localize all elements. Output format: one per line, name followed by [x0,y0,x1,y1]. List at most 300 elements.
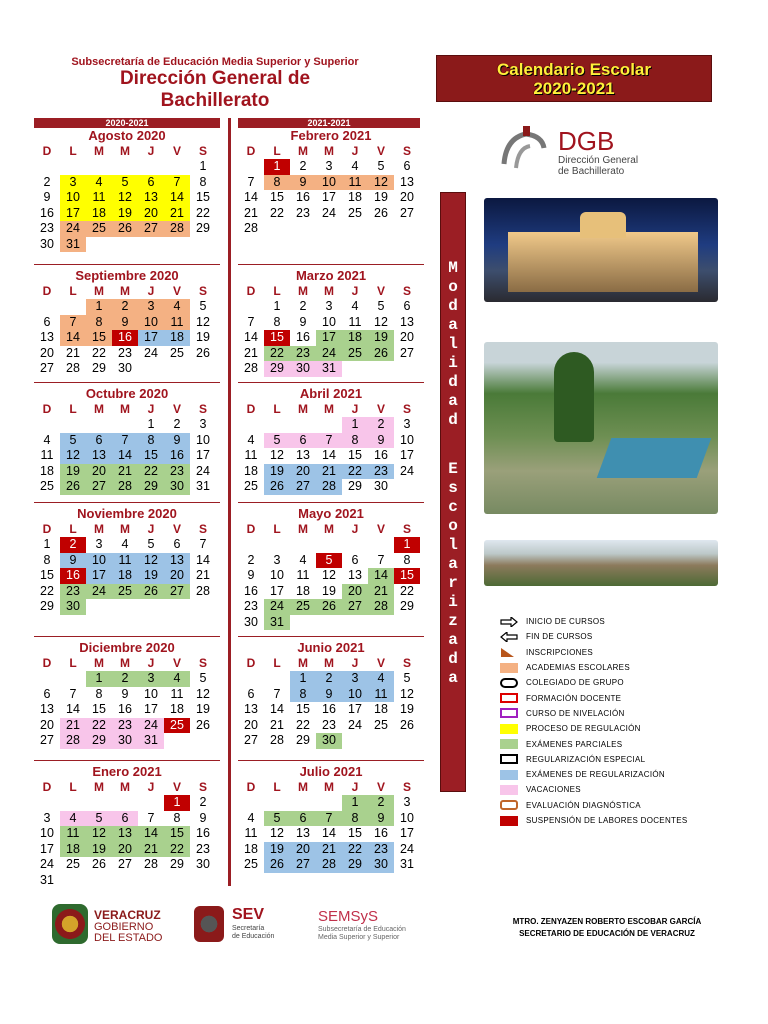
day-cell: 20 [112,842,138,858]
month-title: Febrero 2021 [290,128,372,143]
day-grid [34,159,220,252]
legend-label: REGULARIZACIÓN ESPECIAL [526,754,646,764]
day-cell: 19 [86,842,112,858]
modalidad-band [440,192,466,792]
legend-label: FIN DE CURSOS [526,632,593,642]
weekday-label: L [273,780,281,794]
day-cell: 10 [40,826,54,840]
empty-cell [342,537,368,553]
weekday-label: S [198,144,207,158]
day-cell: 26 [374,205,388,220]
day-cell: 18 [342,330,368,346]
day-cell: 2 [247,552,255,567]
day-grid [34,795,220,888]
day-cell: 27 [118,857,132,871]
day-cell: 26 [92,857,106,871]
day-cell: 21 [196,568,210,582]
day-grid [238,671,424,749]
weekday-label: L [273,284,281,298]
day-cell: 10 [86,553,112,569]
day-cell: 1 [264,159,290,175]
day-cell: 5 [60,433,86,449]
day-cell: 13 [86,448,112,464]
day-cell: 28 [112,479,138,495]
legend-swatch [500,708,518,718]
weekday-label: V [172,522,181,536]
day-cell: 28 [196,583,210,598]
band-letter: d [448,411,458,429]
day-cell: 24 [144,345,158,360]
weekday-label: L [273,144,281,158]
empty-cell [316,417,342,433]
day-cell: 20 [342,584,368,600]
subsecretaria-heading: Subsecretaría de Educación Media Superior y Superior [71,56,359,68]
weekday-header [238,144,424,159]
weekday-label: D [246,656,256,670]
day-cell: 16 [118,702,132,716]
weekday-label: M [94,144,104,158]
month-title: Diciembre 2020 [79,640,175,655]
weekday-label: L [69,522,77,536]
day-cell: 15 [270,190,284,204]
day-cell: 19 [196,330,210,344]
weekday-label: M [120,780,130,794]
day-cell: 16 [196,826,210,840]
day-cell: 19 [322,583,336,598]
weekday-label: M [324,144,334,158]
month-abr [238,386,424,495]
day-cell: 25 [170,345,184,360]
empty-cell [264,417,290,433]
weekday-label: V [376,144,385,158]
day-cell: 12 [60,448,86,464]
day-cell: 26 [196,717,210,732]
empty-cell [34,159,60,175]
day-cell: 7 [164,175,190,191]
day-cell: 7 [316,433,342,449]
day-cell: 20 [290,464,316,480]
day-cell: 1 [342,795,368,811]
band-letter: o [448,278,458,296]
legend-label: PROCESO DE REGULACIÓN [526,724,641,734]
day-cell: 21 [316,842,342,858]
calendar-title-box [436,55,712,102]
month-title: Enero 2021 [92,764,162,779]
day-cell: 9 [368,433,394,449]
legend-item [500,752,715,767]
weekday-label: M [94,402,104,416]
semsys-name: SEMSyS [318,908,379,925]
day-cell: 3 [60,175,86,191]
weekday-label: J [351,522,359,536]
legend-swatch [500,754,518,764]
weekday-label: S [198,656,207,670]
weekday-label: D [246,144,256,158]
day-cell: 6 [351,552,359,567]
day-cell: 17 [322,190,336,204]
day-cell: 16 [164,448,190,464]
day-cell: 16 [296,190,310,204]
day-cell: 17 [138,330,164,346]
weekday-label: M [120,402,130,416]
weekday-label: L [69,144,77,158]
day-cell: 11 [86,190,112,206]
day-cell: 26 [138,584,164,600]
day-cell: 1 [394,537,420,553]
day-cell: 13 [40,330,54,344]
weekday-label: L [273,656,281,670]
day-cell: 1 [147,417,155,431]
weekday-label: L [69,402,77,416]
day-cell: 9 [112,315,138,331]
weekday-label: D [42,522,52,536]
day-cell: 16 [374,448,388,462]
sev-logo [190,902,290,946]
legend-label: VACACIONES [526,785,581,795]
legend-item [500,798,715,813]
year-bar-left: 2020-2021 [34,118,220,128]
day-cell: 12 [374,314,388,329]
day-cell: 3 [138,299,164,315]
day-cell: 14 [244,330,258,344]
day-cell: 7 [199,537,207,551]
empty-cell [34,417,60,433]
triangle-icon [500,647,518,657]
weekday-label: M [324,402,334,416]
legend-item [500,690,715,705]
empty-cell [238,671,264,687]
month-title: Abril 2021 [299,386,363,401]
day-cell: 28 [164,221,190,237]
empty-cell [164,159,190,175]
legend-swatch [500,770,518,780]
day-cell: 2 [299,299,307,313]
empty-cell [264,671,290,687]
day-cell: 17 [400,826,414,840]
day-cell: 30 [112,733,138,749]
day-cell: 22 [296,717,310,732]
day-cell: 9 [247,568,255,582]
day-cell: 21 [112,464,138,480]
empty-cell [290,417,316,433]
day-cell: 1 [290,671,316,687]
day-cell: 8 [95,686,103,701]
day-cell: 11 [348,314,362,329]
day-cell: 9 [290,175,316,191]
day-cell: 11 [342,175,368,191]
month-dic [34,640,220,749]
weekday-label: D [42,780,52,794]
day-cell: 12 [196,314,210,329]
day-cell: 30 [316,733,342,749]
band-letter: s [448,479,458,497]
weekday-label: M [324,780,334,794]
day-cell: 13 [244,702,258,716]
weekday-label: D [42,656,52,670]
band-letter: E [448,460,458,478]
veracruz-line2: GOBIERNO [94,921,154,933]
day-cell: 7 [147,810,155,825]
empty-cell [238,537,264,553]
day-cell: 12 [138,553,164,569]
weekday-label: S [402,284,411,298]
day-cell: 13 [112,826,138,842]
direccion-heading [30,68,400,112]
day-cell: 16 [374,826,388,840]
day-cell: 26 [400,717,414,732]
band-letter: a [448,669,458,687]
weekday-label: M [324,284,334,298]
day-cell: 16 [322,702,336,716]
day-cell: 8 [342,811,368,827]
month-jul [238,764,424,873]
title-line1: Calendario Escolar [496,60,651,79]
month-nov [34,506,220,615]
day-cell: 12 [322,568,336,582]
day-cell: 25 [244,479,258,493]
month-title: Marzo 2021 [295,268,367,283]
day-cell: 19 [264,842,290,858]
day-cell: 4 [351,299,359,313]
day-cell: 27 [244,733,258,747]
month-title: Octubre 2020 [85,386,169,401]
legend-label: CURSO DE NIVELACIÓN [526,708,625,718]
weekday-label: J [351,144,359,158]
day-cell: 9 [199,810,207,825]
weekday-label: S [198,522,207,536]
weekday-label: J [147,656,155,670]
day-cell: 12 [400,686,414,701]
day-cell: 15 [92,702,106,716]
day-cell: 3 [325,299,333,313]
band-letter: a [448,555,458,573]
day-cell: 4 [60,811,86,827]
day-cell: 26 [264,479,290,495]
day-cell: 24 [86,584,112,600]
day-cell: 25 [86,221,112,237]
year-bar-right: 2021-2021 [238,118,420,128]
day-cell: 30 [40,236,54,251]
day-cell: 22 [40,583,54,598]
month-title: Junio 2021 [297,640,365,655]
day-cell: 13 [348,568,362,582]
day-cell: 8 [86,315,112,331]
day-cell: 4 [247,432,255,447]
day-cell: 7 [69,686,77,701]
empty-cell [86,417,112,433]
empty-cell [238,299,264,315]
weekday-label: D [246,402,256,416]
day-cell: 23 [368,464,394,480]
empty-cell [368,537,394,553]
signature-title: SECRETARIO DE EDUCACIÓN DE VERACRUZ [519,929,695,938]
month-title: Julio 2021 [299,764,363,779]
day-cell: 4 [164,671,190,687]
weekday-label: M [94,656,104,670]
empty-cell [238,159,264,175]
dgb-line2: de Bachillerato [558,166,625,177]
day-cell: 18 [244,841,258,856]
empty-cell [238,795,264,811]
day-cell: 27 [342,599,368,615]
day-cell: 5 [86,811,112,827]
day-cell: 19 [264,464,290,480]
day-cell: 12 [86,826,112,842]
day-cell: 12 [368,175,394,191]
day-cell: 16 [112,330,138,346]
modalidad-word [441,259,465,430]
month-title: Agosto 2020 [88,128,166,143]
weekday-label: J [351,656,359,670]
weekday-header [34,144,220,159]
day-cell: 26 [60,479,86,495]
band-letter: d [448,297,458,315]
arrow-left-icon [500,632,518,642]
day-cell: 22 [342,464,368,480]
weekday-header [238,656,424,671]
day-cell: 18 [112,568,138,584]
day-cell: 23 [290,346,316,362]
empty-cell [138,159,164,175]
day-cell: 7 [377,552,385,567]
day-cell: 21 [164,206,190,222]
weekday-label: S [198,284,207,298]
day-cell: 15 [196,190,210,204]
day-cell: 8 [290,687,316,703]
empty-cell [264,795,290,811]
day-cell: 27 [290,857,316,873]
legend-label: INICIO DE CURSOS [526,617,606,627]
day-cell: 21 [66,345,80,360]
month-separator [34,636,220,637]
day-cell: 19 [368,330,394,346]
legend-label: EXÁMENES PARCIALES [526,739,623,749]
day-cell: 3 [403,795,411,809]
veracruz-shield-icon [52,904,88,944]
day-cell: 25 [342,346,368,362]
empty-cell [60,299,86,315]
dgb-logo [496,120,674,178]
day-cell: 20 [400,330,414,344]
dgb-line1: Dirección General [558,155,639,166]
legend-item [500,675,715,690]
band-letter: a [448,316,458,334]
weekday-label: V [172,284,181,298]
band-letter: a [448,631,458,649]
weekday-header [34,522,220,537]
day-cell: 15 [348,826,362,840]
weekday-label: S [198,402,207,416]
legend-item [500,706,715,721]
day-cell: 26 [368,346,394,362]
weekday-label: D [246,522,256,536]
day-cell: 18 [86,206,112,222]
day-cell: 24 [196,463,210,478]
day-cell: 22 [342,842,368,858]
band-letter: o [448,517,458,535]
day-cell: 27 [400,205,414,220]
day-grid [34,671,220,749]
month-ago [34,128,220,252]
band-letter: l [448,536,458,554]
day-cell: 14 [112,448,138,464]
band-letter: r [448,574,458,592]
day-cell: 30 [374,479,388,493]
day-cell: 25 [40,479,54,493]
month-mar [238,268,424,377]
month-separator [238,636,424,637]
day-cell: 6 [247,686,255,701]
day-cell: 14 [138,826,164,842]
day-cell: 18 [374,702,388,716]
legend-swatch [500,816,518,826]
day-cell: 2 [199,795,207,809]
day-cell: 23 [196,841,210,856]
day-cell: 1 [342,417,368,433]
empty-cell [290,795,316,811]
weekday-label: S [402,402,411,416]
day-cell: 1 [164,795,190,811]
day-cell: 5 [316,553,342,569]
weekday-label: M [298,144,308,158]
day-cell: 14 [270,702,284,716]
weekday-header [238,522,424,537]
weekday-label: J [147,522,155,536]
day-cell: 27 [400,345,414,360]
day-cell: 22 [164,842,190,858]
day-cell: 31 [316,361,342,377]
day-cell: 11 [244,826,258,840]
day-cell: 28 [244,221,258,235]
day-cell: 1 [199,159,207,173]
day-cell: 24 [60,221,86,237]
day-cell: 23 [368,842,394,858]
day-cell: 31 [196,479,210,493]
day-cell: 3 [273,552,281,567]
day-cell: 27 [290,479,316,495]
day-cell: 3 [403,417,411,431]
weekday-label: M [324,522,334,536]
empty-cell [138,795,164,811]
weekday-label: V [172,402,181,416]
day-cell: 21 [244,345,258,360]
day-cell: 5 [112,175,138,191]
month-separator [34,760,220,761]
day-cell: 1 [273,299,281,313]
day-cell: 28 [316,479,342,495]
legend-item [500,629,715,644]
day-cell: 17 [196,448,210,462]
weekday-header [238,402,424,417]
day-cell: 27 [164,584,190,600]
weekday-label: V [376,402,385,416]
veracruz-line3: DEL ESTADO [94,932,163,944]
day-cell: 3 [199,417,207,431]
day-cell: 17 [316,330,342,346]
month-ene [34,764,220,888]
day-cell: 27 [86,479,112,495]
day-cell: 8 [264,175,290,191]
sev-sub1: Secretaría [232,925,265,932]
day-cell: 16 [60,568,86,584]
day-cell: 31 [264,615,290,631]
day-cell: 6 [173,537,181,551]
empty-cell [316,537,342,553]
day-cell: 25 [66,857,80,871]
day-cell: 24 [322,205,336,220]
arrow-right-icon [500,617,518,627]
weekday-header [238,284,424,299]
